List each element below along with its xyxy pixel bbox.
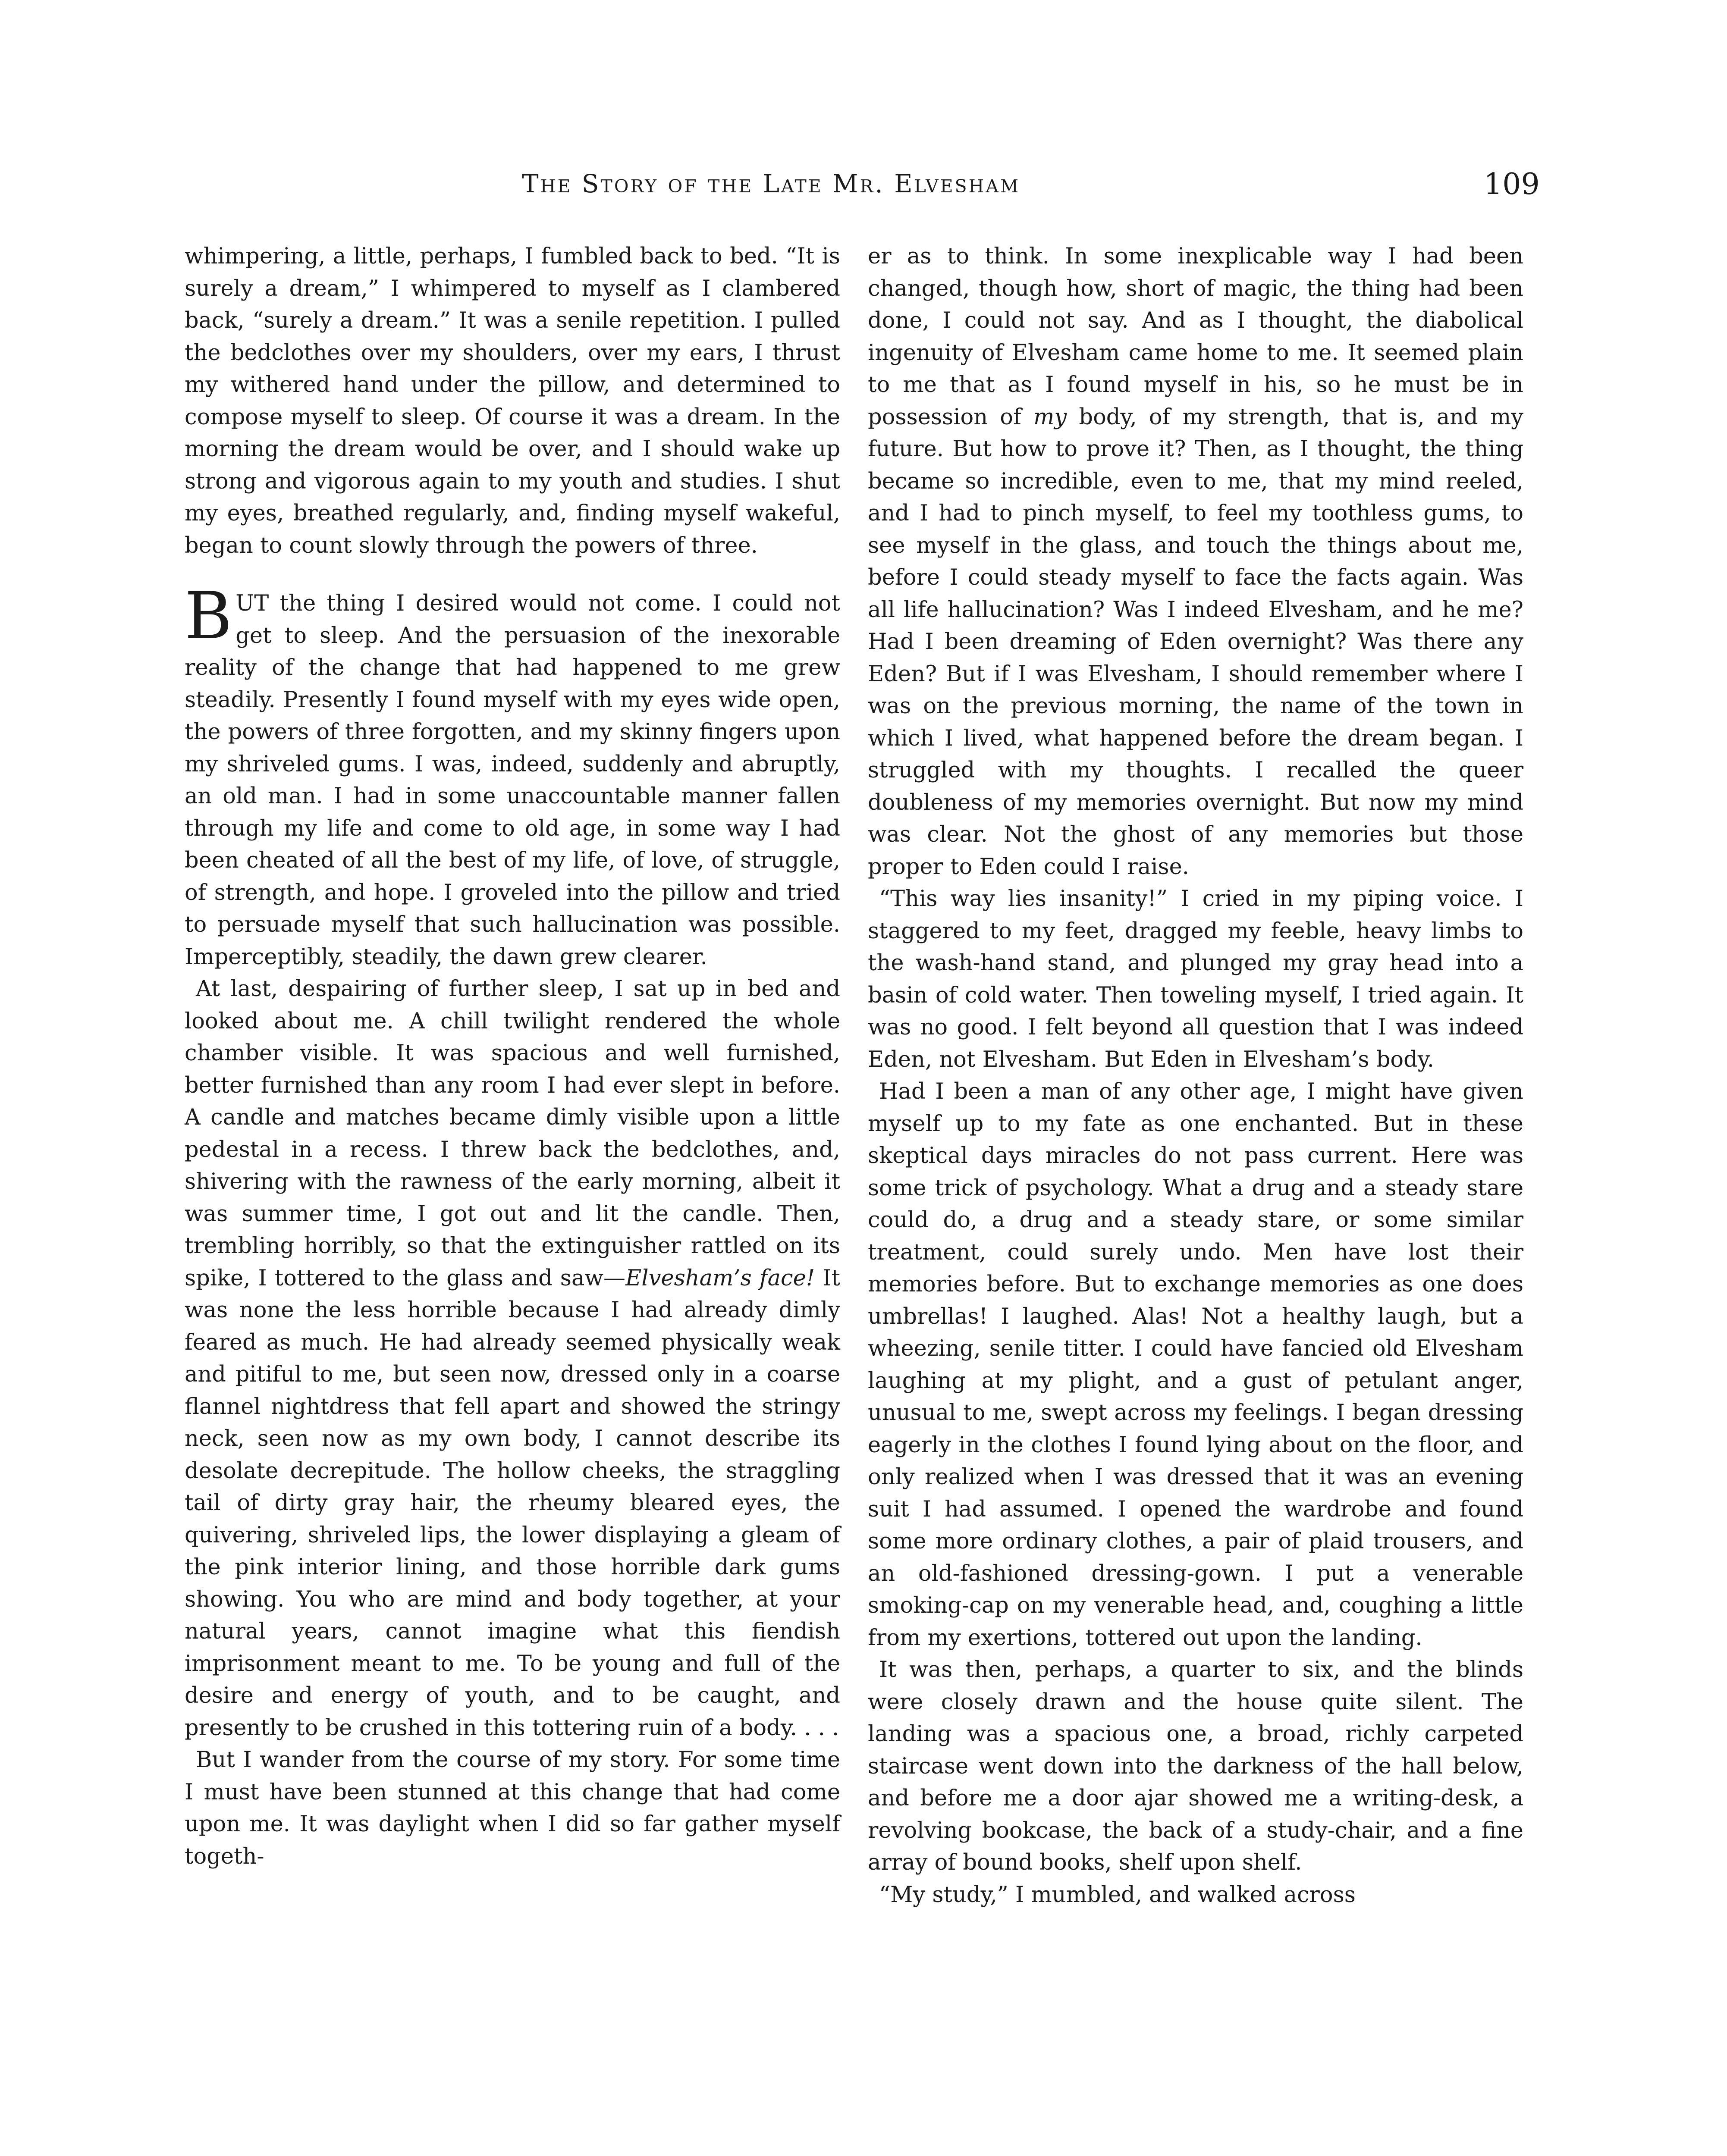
right-column xyxy=(868,241,1523,1911)
paragraph xyxy=(868,1076,1523,1654)
paragraph-text: whimpering, a little, perhaps, I fumbled back to bed. “It is surely a dream,” I whimpered to myself as I clambered back, “surely a dream.” It was a senile repetition. I pulled the bedclothes over my shoulders, over my ears, I thrust my withered hand under the pillow, and determined to compose myself to sleep. Of course it was a dream. In the morning the dream would be over, and I should wake up strong and vigorous again to my youth and studies. I shut my eyes, breathed regularly, and, finding myself wakeful, began to count slowly through the powers of three. xyxy=(185,244,840,558)
running-head-title: The Story of the Late Mr. Elvesham xyxy=(522,169,1020,198)
paragraph-text: At last, despairing of further sleep, I sat up in bed and looked about me. A chill twilight rendered the whole chamber visible. It was spacious and well furnished, better furnished than any room I had ever slept in before. A candle and matches became dimly visible upon a little pedestal in a recess. I threw back the bedclothes, and, shivering with the rawness of the early morning, albeit it was summer time, I got out and lit the candle. Then, trembling horribly, so that the extinguisher rattled on its spike, I tottered to the glass and saw— xyxy=(185,976,840,1291)
paragraph xyxy=(868,883,1523,1076)
italic-text: my xyxy=(1033,404,1067,430)
paragraph-text: er as to think. In some inexplicable way I had been changed, though how, short of magic, the thing had been done, I could not say. And as I thought, the diabolical ingenuity of Elvesham came home to me. It seemed plain to me that as I found myself in his, so he must be in possession of xyxy=(868,244,1523,430)
paragraph-text: “My study,” I mumbled, and walked across xyxy=(879,1882,1356,1908)
paragraph-section-start xyxy=(185,579,840,973)
paragraph xyxy=(868,1654,1523,1879)
paragraph-text: body, of my strength, that is, and my future. But how to prove it? Then, as I thought, the thing became so incredible, even to me, that my mind reeled, and I had to pinch myself, to feel my toothless gums, to see myself in the glass, and touch the things about me, before I could steady myself to face the facts again. Was all life hallucination? Was I indeed Elvesham, and he me? Had I been dreaming of Eden overnight? Was there any Eden? But if I was Elvesham, I should remember where I was on the previous morning, the name of the town in which I lived, what happened before the dream began. I struggled with my thoughts. I recalled the queer doubleness of my memories overnight. But now my mind was clear. Not the ghost of any memories but those proper to Eden could I raise. xyxy=(868,404,1523,880)
paragraph-text: the thing I desired would not come. I could not get to sleep. And the persuasion of the inexorable reality of the change that had happened to me grew steadily. Presently I found myself with my eyes wide open, the powers of three forgotten, and my skinny fingers upon my shriveled gums. I was, indeed, suddenly and abruptly, an old man. I had in some unaccountable manner fallen through my life and come to old age, in some way I had been cheated of all the best of my life, of love, of struggle, of strength, and hope. I groveled into the pillow and tried to persuade myself that such hallucination was possible. Imperceptibly, steadily, the dawn grew clearer. xyxy=(185,591,840,970)
paragraph xyxy=(868,241,1523,883)
paragraph-text: Had I been a man of any other age, I might have given myself up to my fate as one enchanted. But in these skeptical days miracles do not pass current. Here was some trick of psychology. What a drug and a steady stare could do, a drug and a steady stare, or some similar treatment, could surely undo. Men have lost their memories before. But to exchange memories as one does umbrellas! I laughed. Alas! Not a healthy laugh, but a wheezing, senile titter. I could have fancied old Elvesham laughing at my plight, and a gust of petulant anger, unusual to me, swept across my feelings. I began dressing eagerly in the clothes I found lying about on the floor, and only realized when I was dressed that it was an evening suit I had assumed. I opened the wardrobe and found some more ordinary clothes, a pair of plaid trousers, and an old-fashioned dressing-gown. I put a venerable smoking-cap on my venerable head, and, coughing a little from my exertions, tottered out upon the landing. xyxy=(868,1079,1523,1651)
paragraph-text: “This way lies insanity!” I cried in my piping voice. I staggered to my feet, dragged my feeble, heavy limbs to the wash-hand stand, and plunged my gray head into a basin of cold water. Then toweling myself, I tried again. It was no good. I felt beyond all question that I was indeed Eden, not Elvesham. But Eden in Elvesham’s body. xyxy=(868,886,1523,1072)
paragraph-text: But I wander from the course of my story. For some time I must have been stunned at this change that had come upon me. It was daylight when I did so far gather myself togeth- xyxy=(185,1747,840,1869)
italic-text: Elvesham’s face! xyxy=(625,1265,815,1291)
paragraph-text: It was none the less horrible because I had already dimly feared as much. He had already seemed physically weak and pitiful to me, but seen now, dressed only in a coarse flannel nightdress that fell apart and showed the stringy neck, seen now as my own body, I cannot describe its desolate decrepitude. The hollow cheeks, the straggling tail of dirty gray hair, the rheumy bleared eyes, the quivering, shriveled lips, the lower displaying a gleam of the pink interior lining, and those horrible dark gums showing. You who are mind and body together, at your natural years, cannot imagine what this fiendish imprisonment meant to me. To be young and full of the desire and energy of youth, and to be caught, and presently to be crushed in this tottering ruin of a body. . . . xyxy=(185,1265,840,1741)
paragraph xyxy=(868,1879,1523,1912)
paragraph xyxy=(185,1744,840,1873)
page-number: 109 xyxy=(1484,167,1540,201)
drop-cap: B xyxy=(185,579,232,654)
paragraph xyxy=(185,973,840,1744)
paragraph xyxy=(185,241,840,562)
lead-word: UT xyxy=(236,591,269,616)
paragraph-text: It was then, perhaps, a quarter to six, and the blinds were closely drawn and the house quite silent. The landing was a spacious one, a broad, richly carpeted staircase went down into the darkness of the hall below, and before me a door ajar showed me a writing-desk, a revolving bookcase, the back of a study-chair, and a fine array of bound books, shelf upon shelf. xyxy=(868,1657,1523,1875)
left-column xyxy=(185,241,840,1873)
